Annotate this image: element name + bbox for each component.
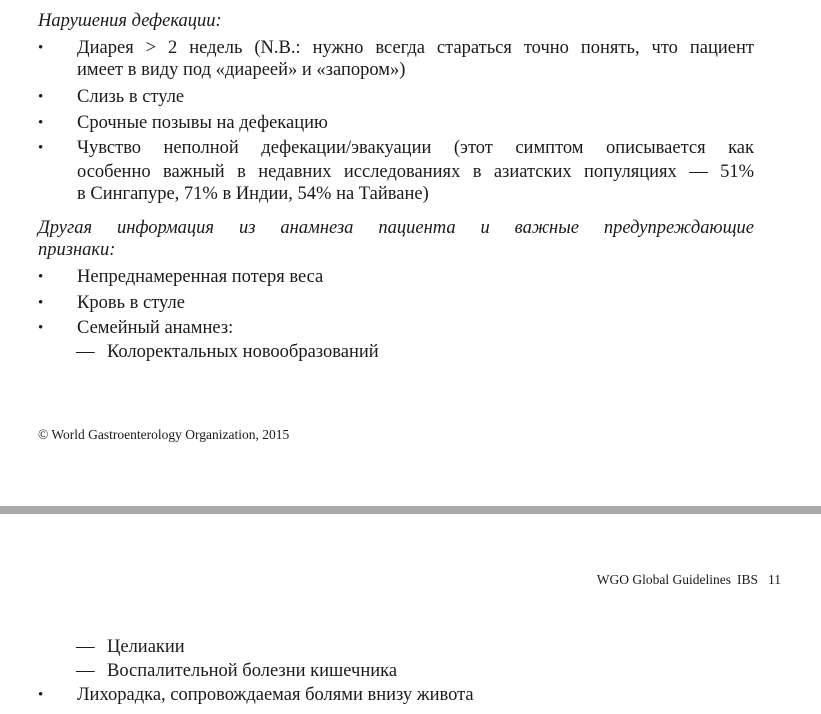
- dash-glyph: —: [76, 637, 95, 657]
- section-heading-defecation: Нарушения дефекации:: [38, 11, 222, 31]
- list-item: [38, 86, 754, 108]
- bullet-glyph: •: [38, 40, 44, 56]
- list-item-text-line: особенно важный в недавних исследованиях в азиатских популяциях — 51%: [77, 162, 754, 182]
- bullet-glyph: •: [38, 140, 44, 156]
- list-item-text-line: в Сингапуре, 71% в Индии, 54% на Тайване): [77, 184, 429, 204]
- bullet-glyph: •: [38, 320, 44, 336]
- sub-list-item: [76, 660, 397, 682]
- list-item-text-line: Слизь в стуле: [77, 87, 185, 107]
- running-header-series: WGO Global Guidelines: [596, 572, 731, 587]
- sub-list-item-text: Воспалительной болезни кишечника: [107, 661, 398, 681]
- bullet-glyph: •: [38, 89, 44, 105]
- bullet-glyph: •: [38, 115, 44, 131]
- list-item-text-line: имеет в виду под «диареей» и «запором»): [77, 60, 406, 80]
- document-page-bottom: [0, 514, 821, 714]
- list-item-text-line: Диарея > 2 недель (N.B.: нужно всегда стараться точно понять, что пациент: [77, 38, 754, 58]
- section-heading-other-info: [38, 217, 754, 261]
- bullet-glyph: •: [38, 269, 44, 285]
- running-header-topic: IBS: [736, 572, 758, 587]
- sub-list-item-text: Целиакии: [107, 637, 185, 657]
- sub-list-item-text: Колоректальных новообразований: [107, 342, 379, 362]
- dash-glyph: —: [76, 661, 95, 681]
- list-item-text-line: Кровь в стуле: [77, 293, 185, 313]
- heading-line: признаки:: [38, 240, 116, 260]
- list-item: [38, 292, 754, 314]
- list-item-text-line: Непреднамеренная потеря веса: [77, 267, 324, 287]
- page-number: 11: [768, 572, 781, 587]
- dash-glyph: —: [76, 342, 95, 362]
- list-item-text-line: Срочные позывы на дефекацию: [77, 113, 328, 133]
- bullet-glyph: •: [38, 295, 44, 311]
- list-item: [38, 317, 754, 339]
- list-item-text-line: Семейный анамнез:: [77, 318, 234, 338]
- list-item-text-line: Чувство неполной дефекации/эвакуации (этот симптом описывается как: [77, 138, 754, 158]
- list-item: [38, 37, 754, 81]
- copyright-footer: © World Gastroenterology Organization, 2015: [38, 427, 290, 442]
- sub-list-item: [76, 341, 379, 363]
- list-item: [38, 112, 754, 134]
- bullet-glyph: •: [38, 687, 44, 703]
- page-separator: [0, 506, 821, 514]
- running-header: [597, 572, 781, 588]
- sub-list-item: [76, 636, 185, 658]
- list-item: [38, 266, 754, 288]
- list-item: [38, 684, 754, 706]
- heading-line: Другая информация из анамнеза пациента и важные предупреждающие: [38, 218, 754, 238]
- list-item: [38, 137, 754, 203]
- list-item-text-line: Лихорадка, сопровождаемая болями внизу живота: [77, 685, 474, 705]
